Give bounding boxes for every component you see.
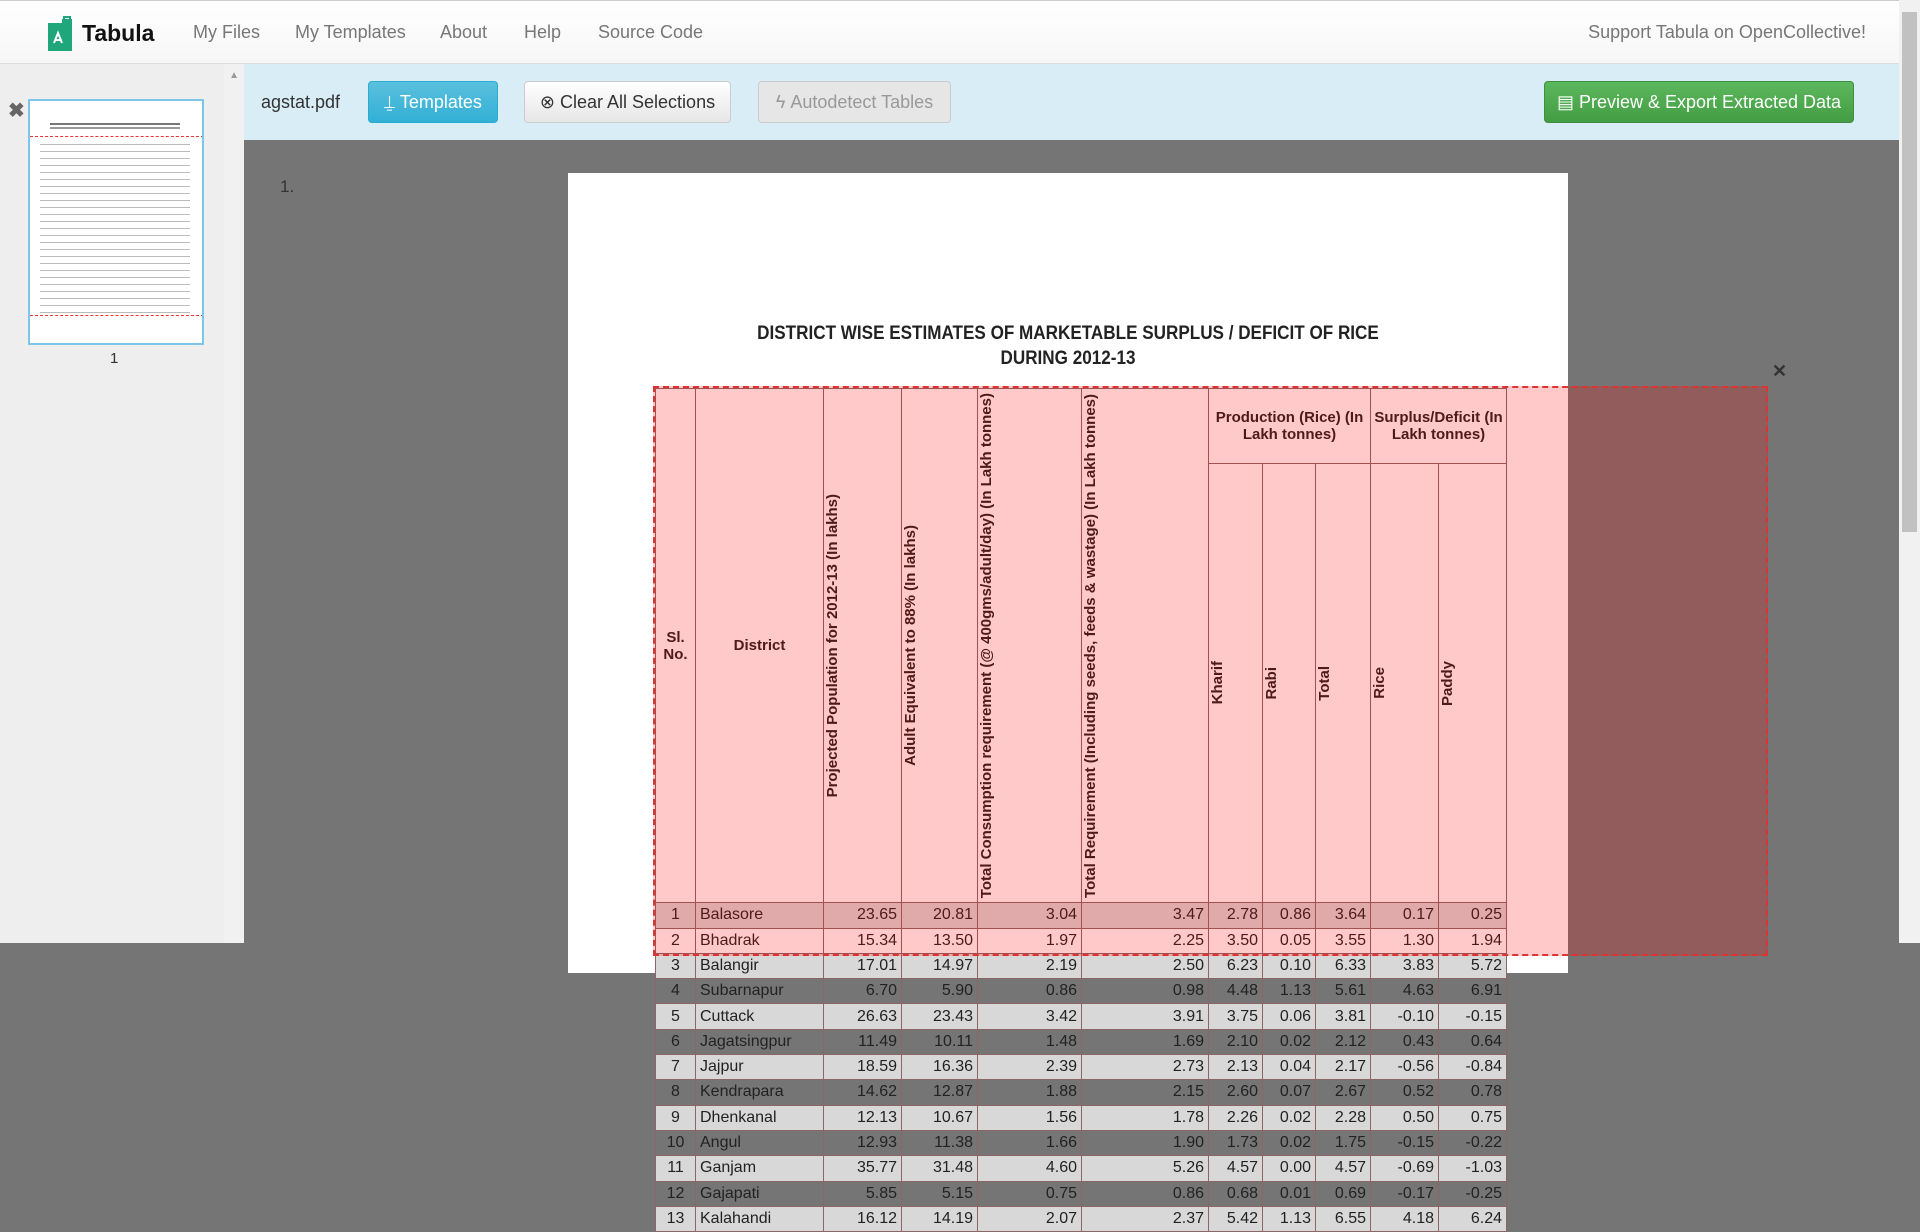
header-production: Production (Rice) (In Lakh tonnes) xyxy=(1209,389,1371,464)
table-cell: 2.60 xyxy=(1209,1080,1263,1105)
table-cell: 10 xyxy=(656,1130,696,1155)
toolbar xyxy=(244,64,1899,140)
table-cell: 2.73 xyxy=(1082,1055,1209,1080)
table-cell: 1.13 xyxy=(1263,1206,1316,1231)
table-cell: 2.39 xyxy=(978,1055,1082,1080)
table-row xyxy=(656,1080,1507,1105)
table-cell: Balasore xyxy=(696,903,824,928)
table-row xyxy=(656,979,1507,1004)
table-cell: Dhenkanal xyxy=(696,1105,824,1130)
table-cell: 1.94 xyxy=(1439,928,1507,953)
table-cell: 14.97 xyxy=(902,953,978,978)
table-cell: Cuttack xyxy=(696,1004,824,1029)
scrollbar-thumb[interactable] xyxy=(1902,12,1917,532)
table-row xyxy=(656,953,1507,978)
table-cell: 3.50 xyxy=(1209,928,1263,953)
table-cell: 0.07 xyxy=(1263,1080,1316,1105)
table-cell: 2.13 xyxy=(1209,1055,1263,1080)
close-circle-icon: ⊗ xyxy=(539,91,555,112)
table-cell: Balangir xyxy=(696,953,824,978)
table-cell: 0.02 xyxy=(1263,1130,1316,1155)
table-cell: 1.75 xyxy=(1316,1130,1371,1155)
table-cell: 8 xyxy=(656,1080,696,1105)
table-cell: 6.23 xyxy=(1209,953,1263,978)
table-cell: -0.84 xyxy=(1439,1055,1507,1080)
page-number: 1. xyxy=(280,177,295,196)
table-cell: 5.26 xyxy=(1082,1156,1209,1181)
table-cell: 23.43 xyxy=(902,1004,978,1029)
header-requirement: Total Requirement (Including seeds, feeds & wastage) (In Lakh tonnes) xyxy=(1082,393,1099,898)
brand[interactable] xyxy=(46,15,154,51)
table-cell: 13.50 xyxy=(902,928,978,953)
table-cell: 5.15 xyxy=(902,1181,978,1206)
table-cell: 23.65 xyxy=(824,903,902,928)
table-cell: 18.59 xyxy=(824,1055,902,1080)
table-cell: 2.12 xyxy=(1316,1029,1371,1054)
table-cell: 5 xyxy=(656,1004,696,1029)
table-cell: 4.48 xyxy=(1209,979,1263,1004)
table-row xyxy=(656,1156,1507,1181)
table-cell: 12.93 xyxy=(824,1130,902,1155)
lightning-icon: ϟ xyxy=(775,91,786,112)
clear-selections-button[interactable] xyxy=(524,81,731,123)
table-cell: -0.56 xyxy=(1371,1055,1439,1080)
table-cell: 0.05 xyxy=(1263,928,1316,953)
table-cell: Ganjam xyxy=(696,1156,824,1181)
nav-my-files[interactable]: My Files xyxy=(193,22,260,42)
clear-label: Clear All Selections xyxy=(560,91,716,112)
table-cell: 5.61 xyxy=(1316,979,1371,1004)
sidebar-scrollbar[interactable] xyxy=(224,64,244,943)
table-cell: 6.70 xyxy=(824,979,902,1004)
header-population: Projected Population for 2012-13 (In lakhs) xyxy=(824,493,841,798)
table-cell: 0.02 xyxy=(1263,1105,1316,1130)
table-cell: 3.04 xyxy=(978,903,1082,928)
table-cell: 11.38 xyxy=(902,1130,978,1155)
preview-label: Preview & Export Extracted Data xyxy=(1578,91,1842,112)
table-row xyxy=(656,1206,1507,1231)
table-cell: 0.86 xyxy=(1263,903,1316,928)
table-cell: 1.13 xyxy=(1263,979,1316,1004)
autodetect-tables-button[interactable] xyxy=(758,81,951,123)
subheader: Rice xyxy=(1371,667,1388,699)
table-cell: -0.25 xyxy=(1439,1181,1507,1206)
table-cell: 2.37 xyxy=(1082,1206,1209,1231)
table-cell: Gajapati xyxy=(696,1181,824,1206)
scroll-up-icon[interactable]: ▲ xyxy=(229,70,239,81)
table-cell: 12.13 xyxy=(824,1105,902,1130)
table-cell: 6.55 xyxy=(1316,1206,1371,1231)
table-cell: 7 xyxy=(656,1055,696,1080)
table-cell: 0.50 xyxy=(1371,1105,1439,1130)
table-cell: -0.69 xyxy=(1371,1156,1439,1181)
templates-label: Templates xyxy=(399,91,482,112)
table-cell: 11 xyxy=(656,1156,696,1181)
table-cell: 1.73 xyxy=(1209,1130,1263,1155)
filename: agstat.pdf xyxy=(261,92,341,112)
table-cell: 4.63 xyxy=(1371,979,1439,1004)
list-icon: ▤ xyxy=(1556,91,1574,112)
header-adult-equivalent: Adult Equivalent to 88% (In lakhs) xyxy=(902,525,919,767)
table-cell: 5.42 xyxy=(1209,1206,1263,1231)
support-link[interactable]: Support Tabula on OpenCollective! xyxy=(1588,22,1866,42)
header-sl-no: Sl. No. xyxy=(656,389,696,903)
table-cell: Subarnapur xyxy=(696,979,824,1004)
table-cell: 1.66 xyxy=(978,1130,1082,1155)
table-cell: 3.81 xyxy=(1316,1004,1371,1029)
table-cell: 0.75 xyxy=(1439,1105,1507,1130)
table-cell: 6.91 xyxy=(1439,979,1507,1004)
table-cell: 15.34 xyxy=(824,928,902,953)
table-cell: 17.01 xyxy=(824,953,902,978)
table-cell: 1.97 xyxy=(978,928,1082,953)
nav-help[interactable]: Help xyxy=(524,22,562,42)
table-cell: 5.72 xyxy=(1439,953,1507,978)
table-cell: 0.75 xyxy=(978,1181,1082,1206)
table-cell: 0.10 xyxy=(1263,953,1316,978)
table-cell: 1.90 xyxy=(1082,1130,1209,1155)
table-row xyxy=(656,1004,1507,1029)
thumbnail-title xyxy=(50,123,180,129)
table-cell: 2.10 xyxy=(1209,1029,1263,1054)
table-cell: 2.28 xyxy=(1316,1105,1371,1130)
table-cell: 1.48 xyxy=(978,1029,1082,1054)
table-cell: -0.15 xyxy=(1439,1004,1507,1029)
table-cell: 2 xyxy=(656,928,696,953)
table-cell: 1.69 xyxy=(1082,1029,1209,1054)
table-cell: 2.19 xyxy=(978,953,1082,978)
table-cell: 3.83 xyxy=(1371,953,1439,978)
table-cell: 14.19 xyxy=(902,1206,978,1231)
table-cell: 4.60 xyxy=(978,1156,1082,1181)
table-cell: 1 xyxy=(656,903,696,928)
page-title xyxy=(618,321,1518,371)
subheader: Total xyxy=(1316,665,1333,701)
table-cell: 6.33 xyxy=(1316,953,1371,978)
table-cell: 6.24 xyxy=(1439,1206,1507,1231)
subheader: Paddy xyxy=(1439,660,1456,706)
table-row xyxy=(656,1055,1507,1080)
table-cell: Jajpur xyxy=(696,1055,824,1080)
preview-export-button[interactable] xyxy=(1544,81,1854,123)
table-cell: 2.26 xyxy=(1209,1105,1263,1130)
table-cell: 2.50 xyxy=(1082,953,1209,978)
table-cell: 10.11 xyxy=(902,1029,978,1054)
table-cell: 5.85 xyxy=(824,1181,902,1206)
table-cell: 26.63 xyxy=(824,1004,902,1029)
table-cell: 0.98 xyxy=(1082,979,1209,1004)
table-row xyxy=(656,1105,1507,1130)
table-cell: Bhadrak xyxy=(696,928,824,953)
table-cell: 6 xyxy=(656,1029,696,1054)
table-cell: -0.15 xyxy=(1371,1130,1439,1155)
subheader: Rabi xyxy=(1263,666,1280,700)
selection-close-icon[interactable]: ✕ xyxy=(1772,361,1788,381)
table-cell: 0.17 xyxy=(1371,903,1439,928)
table-row xyxy=(656,1130,1507,1155)
table-cell: 4.57 xyxy=(1316,1156,1371,1181)
table-cell: 4.57 xyxy=(1209,1156,1263,1181)
main-scrollbar[interactable] xyxy=(1899,0,1920,943)
table-cell: 13 xyxy=(656,1206,696,1231)
nav-source-code[interactable]: Source Code xyxy=(598,22,704,42)
header-consumption: Total Consumption requirement (@ 400gms/adult/day) (In Lakh tonnes) xyxy=(978,393,995,899)
autodetect-label: Autodetect Tables xyxy=(790,91,934,112)
selection-region[interactable] xyxy=(653,386,1768,956)
table-cell: 16.12 xyxy=(824,1206,902,1231)
table-cell: 1.30 xyxy=(1371,928,1439,953)
table-cell: 0.69 xyxy=(1316,1181,1371,1206)
table-cell: 5.90 xyxy=(902,979,978,1004)
table-cell: 0.64 xyxy=(1439,1029,1507,1054)
navbar xyxy=(0,0,1899,64)
table-cell: Jagatsingpur xyxy=(696,1029,824,1054)
table-cell: 35.77 xyxy=(824,1156,902,1181)
page-thumbnail[interactable] xyxy=(28,99,204,345)
table-cell: 0.00 xyxy=(1263,1156,1316,1181)
table-cell: 4.18 xyxy=(1371,1206,1439,1231)
table-cell: -0.10 xyxy=(1371,1004,1439,1029)
table-cell: 0.52 xyxy=(1371,1080,1439,1105)
table-cell: 12.87 xyxy=(902,1080,978,1105)
table-cell: 0.04 xyxy=(1263,1055,1316,1080)
table-cell: 3.47 xyxy=(1082,903,1209,928)
table-cell: 3.64 xyxy=(1316,903,1371,928)
templates-button[interactable] xyxy=(368,81,498,123)
table-cell: 1.88 xyxy=(978,1080,1082,1105)
table-cell: 4 xyxy=(656,979,696,1004)
title-line-1: DISTRICT WISE ESTIMATES OF MARKETABLE SURPLUS / DEFICIT OF RICE xyxy=(757,323,1379,344)
table-cell: 0.86 xyxy=(978,979,1082,1004)
header-district: District xyxy=(696,389,824,903)
table-cell: 0.02 xyxy=(1263,1029,1316,1054)
table-cell: 2.17 xyxy=(1316,1055,1371,1080)
table-cell: 3.75 xyxy=(1209,1004,1263,1029)
table-cell: 0.25 xyxy=(1439,903,1507,928)
table-cell: 0.43 xyxy=(1371,1029,1439,1054)
header-surplus: Surplus/Deficit (In Lakh tonnes) xyxy=(1371,389,1507,464)
table-cell: 1.56 xyxy=(978,1105,1082,1130)
table-cell: 2.15 xyxy=(1082,1080,1209,1105)
close-icon[interactable]: ✖ xyxy=(8,100,25,122)
table-cell: -1.03 xyxy=(1439,1156,1507,1181)
table-cell: 2.67 xyxy=(1316,1080,1371,1105)
nav-about[interactable]: About xyxy=(440,22,488,42)
table-cell: 0.78 xyxy=(1439,1080,1507,1105)
table-cell: 0.68 xyxy=(1209,1181,1263,1206)
table-row xyxy=(656,1029,1507,1054)
table-cell: 2.07 xyxy=(978,1206,1082,1231)
thumbnail-selection xyxy=(30,136,204,316)
table-cell: 3.91 xyxy=(1082,1004,1209,1029)
table-cell: 11.49 xyxy=(824,1029,902,1054)
table-cell: 2.78 xyxy=(1209,903,1263,928)
table-cell: 16.36 xyxy=(902,1055,978,1080)
nav-my-templates[interactable]: My Templates xyxy=(295,22,406,42)
table-row xyxy=(656,1181,1507,1206)
table-cell: 0.86 xyxy=(1082,1181,1209,1206)
table-cell: -0.22 xyxy=(1439,1130,1507,1155)
tabula-logo-icon xyxy=(46,15,74,51)
table-cell: 12 xyxy=(656,1181,696,1206)
table-cell: 31.48 xyxy=(902,1156,978,1181)
table-cell: 20.81 xyxy=(902,903,978,928)
table-cell: 0.01 xyxy=(1263,1181,1316,1206)
table-cell: 9 xyxy=(656,1105,696,1130)
table-cell: -0.17 xyxy=(1371,1181,1439,1206)
thumbnail-label: 1 xyxy=(110,350,119,367)
table-cell: 0.06 xyxy=(1263,1004,1316,1029)
subheader: Kharif xyxy=(1209,661,1226,705)
table-cell: 3 xyxy=(656,953,696,978)
table-cell: Kalahandi xyxy=(696,1206,824,1231)
table-cell: 2.25 xyxy=(1082,928,1209,953)
table-cell: 14.62 xyxy=(824,1080,902,1105)
templates-icon: ⍊ xyxy=(384,91,395,112)
table-cell: Angul xyxy=(696,1130,824,1155)
table-cell: Kendrapara xyxy=(696,1080,824,1105)
table-cell: 1.78 xyxy=(1082,1105,1209,1130)
brand-name: Tabula xyxy=(82,19,155,46)
title-line-2: DURING 2012-13 xyxy=(1000,348,1136,369)
table-cell: 10.67 xyxy=(902,1105,978,1130)
table-cell: 3.42 xyxy=(978,1004,1082,1029)
table-cell: 3.55 xyxy=(1316,928,1371,953)
